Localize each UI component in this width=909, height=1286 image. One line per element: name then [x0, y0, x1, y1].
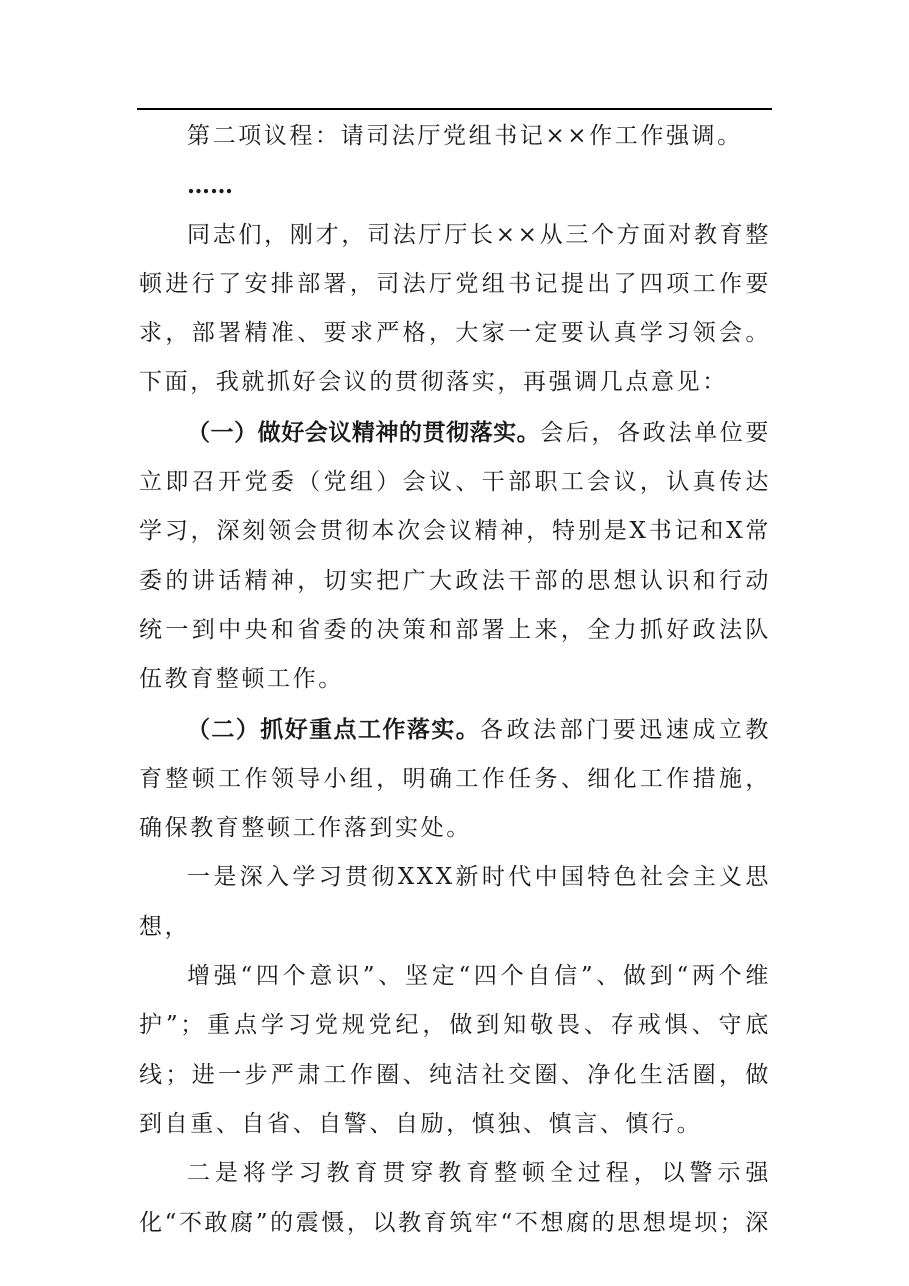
document-body: [139, 112, 771, 1248]
paragraph-item-one-intro: 一是深入学习贯彻XXX新时代中国特色社会主义思想，: [139, 864, 771, 940]
paragraph-item-one-detail: 增强“四个意识”、坚定“四个自信”、做到“两个维护”；重点学习党规党纪，做到知敬畏、存戒惧、守底线；进一步严肃工作圈、纯洁社交圈、净化生活圈，做到自重、自省、自警、自励，慎独、慎言、慎行。: [139, 963, 771, 1137]
paragraph-point-one: [139, 408, 771, 705]
paragraph-ellipsis: ……: [187, 172, 233, 200]
header-rule: [137, 108, 772, 110]
point-one-heading: （一）做好会议精神的贯彻落实。: [187, 418, 541, 446]
point-one-body: 会后，各政法单位要立即召开党委（党组）会议、干部职工会议，认真传达学习，深刻领会贯彻本次会议精神，特别是X书记和X常委的讲话精神，切实把广大政法干部的思想认识和行动统一到中央和省委的决策和部署上来，全力抓好政法队伍教育整顿工作。: [139, 419, 771, 693]
paragraph-opening-remarks: 同志们，刚才，司法厅厅长××从三个方面对教育整顿进行了安排部署，司法厅党组书记提出了四项工作要求，部署精准、要求严格，大家一定要认真学习领会。下面，我就抓好会议的贯彻落实，再强调几点意见：: [139, 221, 771, 396]
point-two-body: 各政法部门要迅速成立教育整顿工作领导小组，明确工作任务、细化工作措施，确保教育整顿工作落到实处。: [139, 716, 771, 842]
paragraph-point-two: [139, 705, 771, 854]
paragraph-agenda-item: 第二项议程：请司法厅党组书记××作工作强调。: [187, 123, 743, 149]
point-two-heading: （二）抓好重点工作落实。: [187, 715, 481, 743]
paragraph-item-two: 二是将学习教育贯穿教育整顿全过程，以警示强化“不敢腐”的震慑，以教育筑牢“不想腐的思想堤坝；深: [139, 1160, 771, 1236]
